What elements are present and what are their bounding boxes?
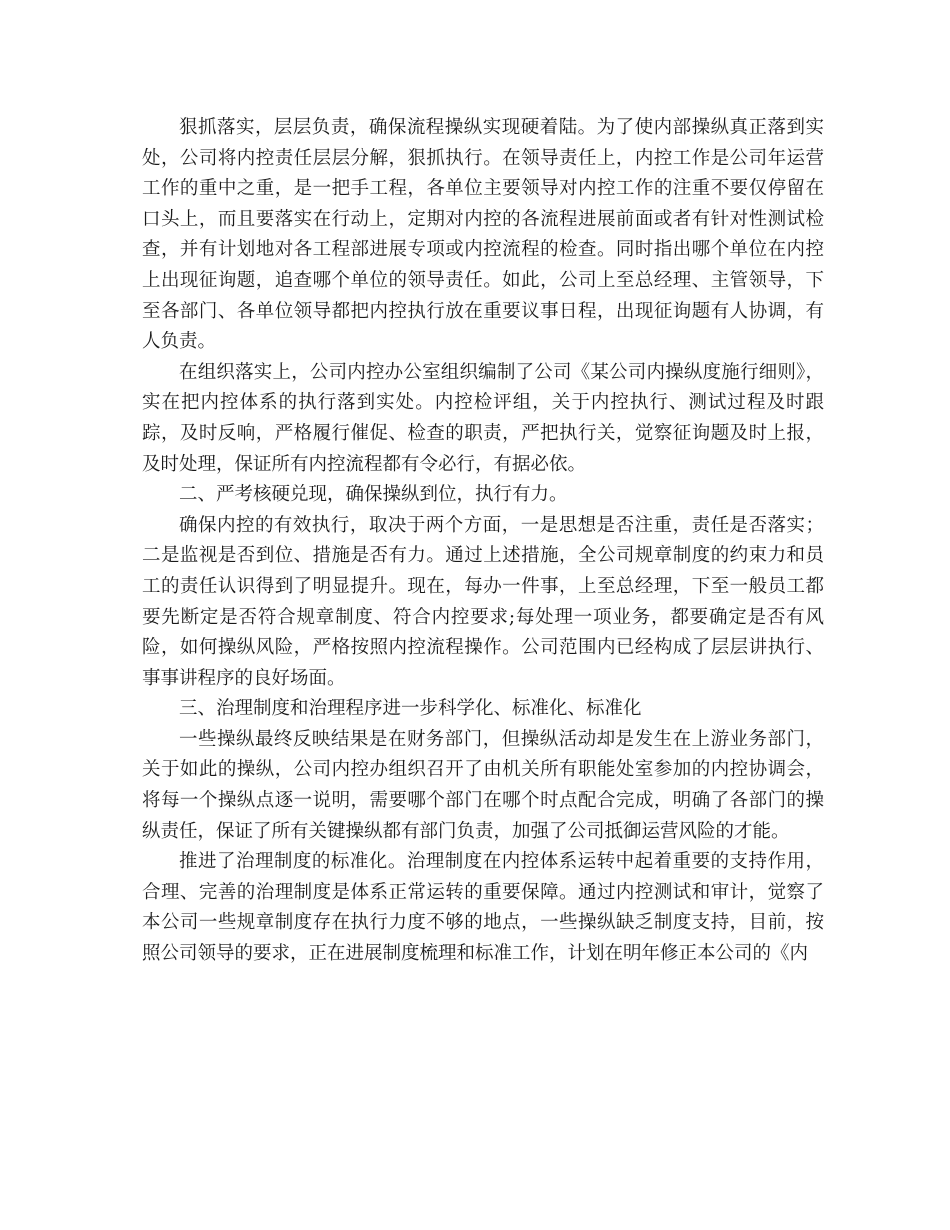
paragraph-implementation: 狠抓落实，层层负责，确保流程操纵实现硬着陆。为了使内部操纵真正落到实处，公司将内控责任层层分解，狠抓执行。在领导责任上，内控工作是公司年运营工作的重中之重，是一把手工程，各单位主要领导对内控工作的注重不要仅停留在口头上，而且要落实在行动上，定期对内控的各流程进展前面或者有针对性测试检查，并有计划地对各工程部进展专项或内控流程的检查。同时指出哪个单位在内控上出现征询题，追查哪个单位的领导责任。如此，公司上至总经理、主管领导，下至各部门、各单位领导都把内控执行放在重要议事日程，出现征询题有人协调，有人负责。 — [142, 117, 824, 353]
paragraph-standardization: 推进了治理制度的标准化。治理制度在内控体系运转中起着重要的支持作用，合理、完善的治理制度是体系正常运转的重要保障。通过内控测试和审计，觉察了本公司一些规章制度存在执行力度不够的地点，一些操纵缺乏制度支持，目前，按照公司领导的要求，正在进展制度梳理和标准工作，计划在明年修正本公司的《内 — [142, 851, 824, 965]
section-heading-assessment: 二、严考核硬兑现，确保操纵到位，执行有力。 — [179, 484, 568, 506]
document-body — [142, 113, 824, 970]
paragraph-coordination: 一些操纵最终反映结果是在财务部门，但操纵活动却是发生在上游业务部门，关于如此的操纵，公司内控办组织召开了由机关所有职能处室参加的内控协调会，将每一个操纵点逐一说明，需要哪个部门在哪个时点配合完成，明确了各部门的操纵责任，保证了所有关键操纵都有部门负责，加强了公司抵御运营风险的才能。 — [142, 728, 824, 842]
paragraph-organization: 在组织落实上，公司内控办公室组织编制了公司《某公司内操纵度施行细则》，实在把内控体系的执行落到实处。内控检评组，关于内控执行、测试过程及时跟踪，及时反响，严格履行催促、检查的职责，严把执行关，觉察征询题及时上报，及时处理，保证所有内控流程都有令必行，有据必依。 — [142, 361, 824, 475]
section-heading-management: 三、治理制度和治理程序进一步科学化、标准化、标准化 — [179, 698, 642, 720]
paragraph-effective-execution: 确保内控的有效执行，取决于两个方面，一是思想是否注重，责任是否落实；二是监视是否到位、措施是否有力。通过上述措施，全公司规章制度的约束力和员工的责任认识得到了明显提升。现在，每办一件事，上至总经理，下至一般员工都要先断定是否符合规章制度、符合内控要求;每处理一项业务，都要确定是否有风险，如何操纵风险，严格按照内控流程操作。公司范围内已经构成了层层讲执行、事事讲程序的良好场面。 — [142, 514, 824, 689]
